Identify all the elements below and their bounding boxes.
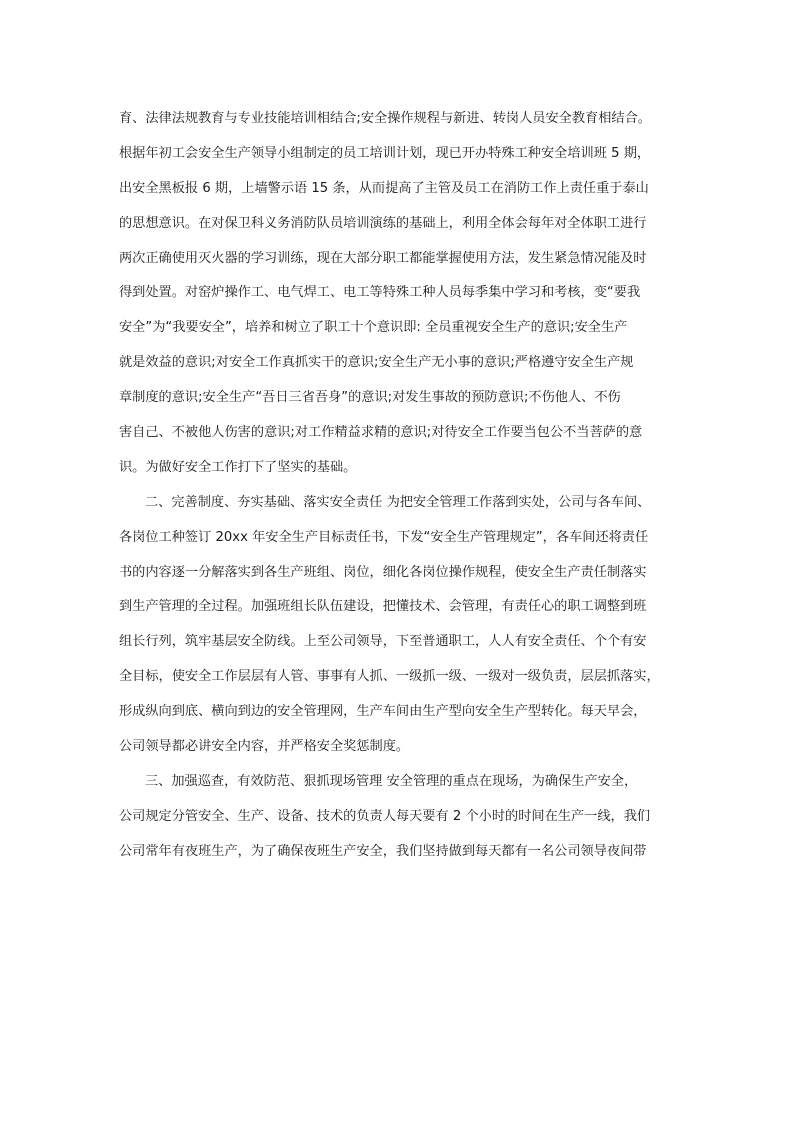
text-line: 得到处置。对窑炉操作工、电气焊工、电工等特殊工种人员每季集中学习和考核，变“要我 xyxy=(119,285,641,301)
text-line: 根据年初工会安全生产领导小组制定的员工培训计划，现已开办特殊工种安全培训班 5 期， xyxy=(119,145,651,161)
text-line: 章制度的意识;安全生产“吾日三省吾身”的意识;对发生事故的预防意识;不伤他人、不伤 xyxy=(119,390,621,406)
text-line: 组长行列，筑牢基层安全防线。上至公司领导，下至普通职工，人人有安全责任、个个有安 xyxy=(119,634,647,650)
body-text xyxy=(119,102,685,870)
paragraph-start-line: 二、完善制度、夯实基础、落实安全责任 为把安全管理工作落到实处，公司与各车间、 xyxy=(145,494,651,510)
text-line: 公司常年有夜班生产，为了确保夜班生产安全，我们坚持做到每天都有一名公司领导夜间带 xyxy=(119,843,647,859)
text-line: 识。为做好安全工作打下了坚实的基础。 xyxy=(119,459,357,475)
text-line: 两次正确使用灭火器的学习训练，现在大部分职工都能掌握使用方法，发生紧急情况能及时 xyxy=(119,250,647,266)
text-line: 就是效益的意识;对安全工作真抓实干的意识;安全生产无小事的意识;严格遵守安全生产规 xyxy=(119,355,634,371)
text-line: 全目标，使安全工作层层有人管、事事有人抓、一级抓一级、一级对一级负责，层层抓落实， xyxy=(119,669,660,685)
text-line: 公司领导都必讲安全内容，并严格安全奖惩制度。 xyxy=(119,739,410,755)
text-line: 育、法律法规教育与专业技能培训相结合;安全操作规程与新进、转岗人员安全教育相结合。 xyxy=(119,111,651,126)
text-line: 各岗位工种签订 20xx 年安全生产目标责任书，下发“安全生产管理规定”，各车间还将责任 xyxy=(119,529,649,545)
text-line: 公司规定分管安全、生产、设备、技术的负责人每天要有 2 个小时的时间在生产一线，我们 xyxy=(119,808,651,824)
text-line: 的思想意识。在对保卫科义务消防队员培训演练的基础上，利用全体会每年对全体职工进行 xyxy=(119,215,647,231)
text-line: 出安全黑板报 6 期，上墙警示语 15 条，从而提高了主管及员工在消防工作上责任重于泰山 xyxy=(119,180,649,196)
paragraph-start-line: 三、加强巡查，有效防范、狠抓现场管理 安全管理的重点在现场，为确保生产安全， xyxy=(145,773,638,789)
text-line: 到生产管理的全过程。加强班组长队伍建设，把懂技术、会管理，有责任心的职工调整到班 xyxy=(119,599,647,615)
text-line: 书的内容逐一分解落实到各生产班组、岗位，细化各岗位操作规程，使安全生产责任制落实 xyxy=(119,564,647,580)
text-line: 形成纵向到底、横向到边的安全管理网，生产车间由生产型向安全生产型转化。每天早会， xyxy=(119,704,647,720)
text-line: 安全”为“我要安全”，培养和树立了职工十个意识即: 全员重视安全生产的意识;安全生产 xyxy=(119,320,628,336)
text-line: 害自己、不被他人伤害的意识;对工作精益求精的意识;对待安全工作要当包公不当菩萨的意 xyxy=(119,425,643,441)
